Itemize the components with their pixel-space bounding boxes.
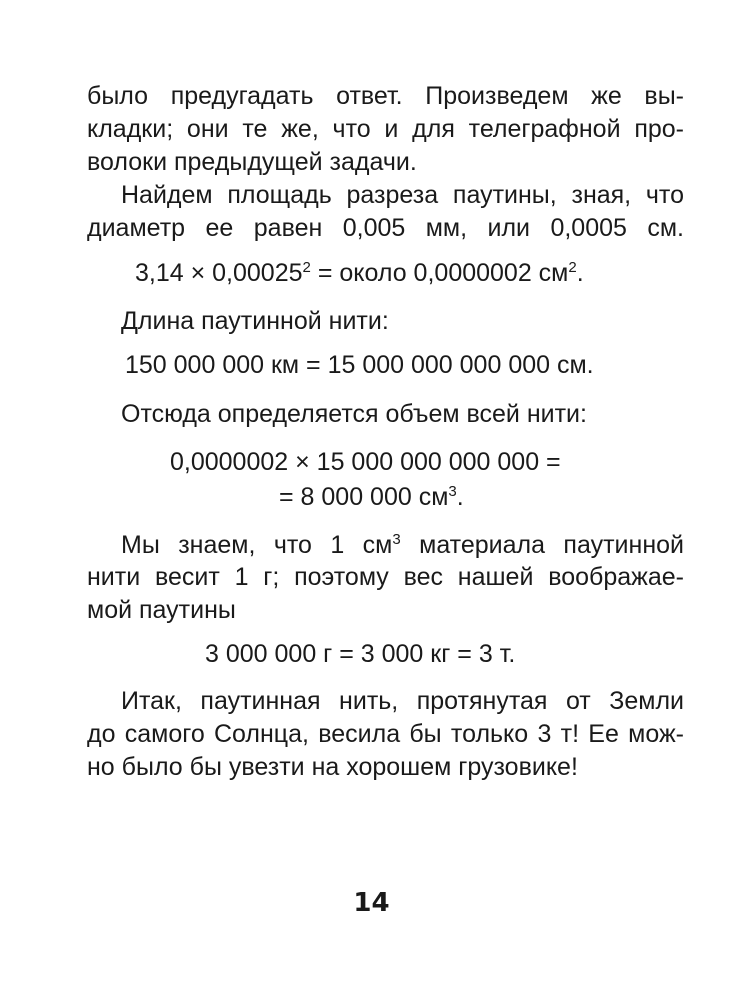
formula-volume-value: = 8 000 000 см (279, 483, 449, 511)
paragraph-5-line-1-end: материала паутинной (400, 531, 684, 559)
formula-area-exponent-1: 2 (302, 259, 311, 276)
formula-volume-line-2 (279, 484, 464, 510)
paragraph-1-line-1: было предугадать ответ. Произведем же вы- (87, 82, 684, 110)
paragraph-1-line-2: кладки; они те же, что и для телеграфной про- (87, 115, 684, 143)
formula-area-result: = около 0,0000002 см (310, 259, 569, 287)
paragraph-5-exponent: 3 (392, 531, 401, 548)
formula-volume-line-1: 0,0000002 × 15 000 000 000 000 = (170, 448, 561, 476)
formula-area-base: 3,14 × 0,00025 (135, 259, 303, 287)
formula-area (135, 260, 584, 286)
paragraph-6-line-2: до самого Солнца, весила бы только 3 т! Ее мож- (87, 720, 684, 748)
paragraph-5-line-2: нити весит 1 г; поэтому вес нашей воображае- (87, 563, 684, 591)
formula-weight: 3 000 000 г = 3 000 кг = 3 т. (205, 640, 516, 668)
paragraph-5-line-1 (121, 532, 684, 558)
paragraph-2-line-1: Найдем площадь разреза паутины, зная, что (121, 181, 684, 209)
paragraph-6-line-1: Итак, паутинная нить, протянутая от Земли (121, 687, 684, 715)
formula-area-exponent-2: 2 (568, 259, 577, 276)
paragraph-2-line-2: диаметр ее равен 0,005 мм, или 0,0005 см. (87, 214, 684, 242)
paragraph-5-line-1-start: Мы знаем, что 1 см (121, 531, 393, 559)
paragraph-4: Отсюда определяется объем всей нити: (121, 400, 587, 428)
paragraph-6-line-3: но было бы увезти на хорошем грузовике! (87, 753, 578, 781)
paragraph-5-line-3: мой паутины (87, 596, 236, 624)
page-number: 14 (353, 888, 390, 918)
formula-area-end: . (576, 259, 584, 287)
formula-volume-end: . (456, 483, 464, 511)
paragraph-3: Длина паутинной нити: (121, 307, 389, 335)
formula-length: 150 000 000 км = 15 000 000 000 000 см. (125, 351, 594, 379)
formula-volume-exponent: 3 (448, 483, 457, 500)
paragraph-1-line-3: волоки предыдущей задачи. (87, 148, 417, 176)
